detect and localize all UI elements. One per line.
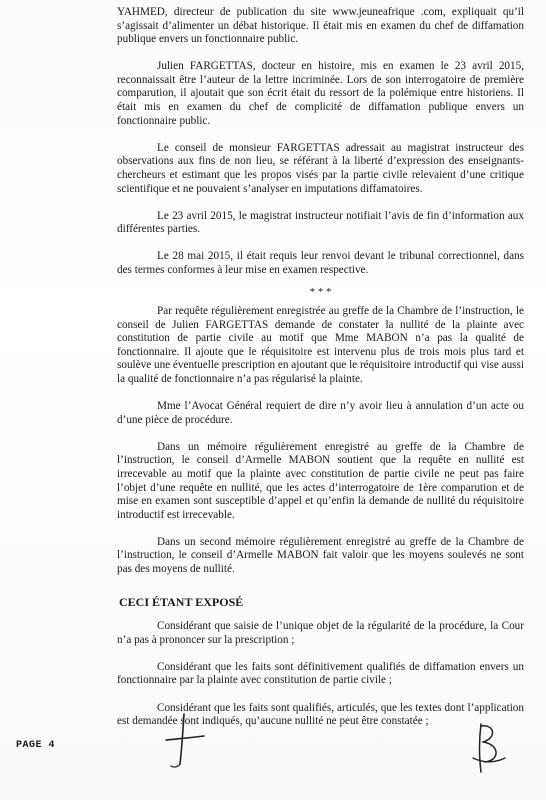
paragraph: Le 23 avril 2015, le magistrat instructeur notifiait l’avis de fin d’information aux différentes parties. [117, 209, 524, 236]
paragraph: Par requête régulièrement enregistrée au greffe de la Chambre de l’instruction, le conseil de Julien FARGETTAS demande de constater la nullité de la plainte avec constitution de partie civile au motif que Mme MABON n’a pas la qualité de fonctionnaire. Il ajoute que le réquisitoire est intervenu plus de trois mois plus tard et soulève une éventuelle prescription en ajoutant que le réquisitoire introductif qui vise aussi la qualité de fonctionnaire n’a pas régularisé la plainte. [117, 305, 524, 385]
paragraph: Considérant que les faits sont définitivement qualifiés de diffamation envers un fonctionnaire par la plainte avec constitution de partie civile ; [117, 660, 524, 687]
paragraph: Dans un second mémoire régulièrement enregistré au greffe de la Chambre de l’instruction, le conseil d’Armelle MABON fait valoir que les moyens soulevés ne sont pas des moyens de nullité. [117, 535, 524, 575]
paragraph: Considérant que saisie de l’unique objet de la régularité de la procédure, la Cour n’a pas à prononcer sur la prescription ; [117, 620, 524, 646]
paragraph: Dans un mémoire régulièrement enregistré au greffe de la Chambre de l’instruction, le conseil d’Armelle MABON soutient que la requête en nullité est irrecevable au motif que la plainte avec constitution de partie civile ne peut pas faire l’objet d’une requête en nullité, que les actes d’interrogatoire de 1ère comparution et de mise en examen sont susceptible d’appel et qu’enfin la demande de nullité du réquisitoire introductif est irrecevable. [117, 440, 524, 521]
document-body [117, 6, 524, 742]
paragraph: Le conseil de monsieur FARGETTAS adressait au magistrat instructeur des observations aux fins de non lieu, se référant à la liberté d’expression des enseignants-chercheurs et estimant que les propos visés par la partie civile relevaient d’une critique scientifique et ne pouvaient s’analyser en imputations diffamatoires. [117, 141, 524, 195]
page-number: PAGE 4 [16, 740, 56, 751]
paragraph: Le 28 mai 2015, il était requis leur renvoi devant le tribunal correctionnel, dans des termes conformes à leur mise en examen respective. [117, 250, 524, 276]
section-heading: CECI ÉTANT EXPOSÉ [119, 594, 244, 609]
paragraph: Considérant que les faits sont qualifiés, articulés, que les textes dont l’application est demandée sont indiqués, qu’aucune nullité ne peut être constatée ; [117, 701, 524, 728]
signature-mark-left [160, 710, 210, 770]
paragraph: Julien FARGETTAS, docteur en histoire, mis en examen le 23 avril 2015, reconnaissait être l’auteur de la lettre incriminée. Lors de son interrogatoire de première comparution, il ajoutait que son écrit était du ressort de la polémique entre historiens. Il était mis en examen du chef de complicité de diffamation publique envers un fonctionnaire public. [117, 60, 524, 127]
paragraph: YAHMED, directeur de publication du site www.jeuneafrique .com, expliquait qu’il s’agissait d’alimenter un débat historique. Il était mis en examen du chef de diffamation publique envers un fonctionnaire public. [117, 6, 524, 46]
section-separator: * * * [309, 286, 332, 298]
paragraph: Mme l’Avocat Général requiert de dire n’y avoir lieu à annulation d’un acte ou d’une pièce de procédure. [117, 400, 524, 426]
signature-initials-right [465, 718, 515, 778]
